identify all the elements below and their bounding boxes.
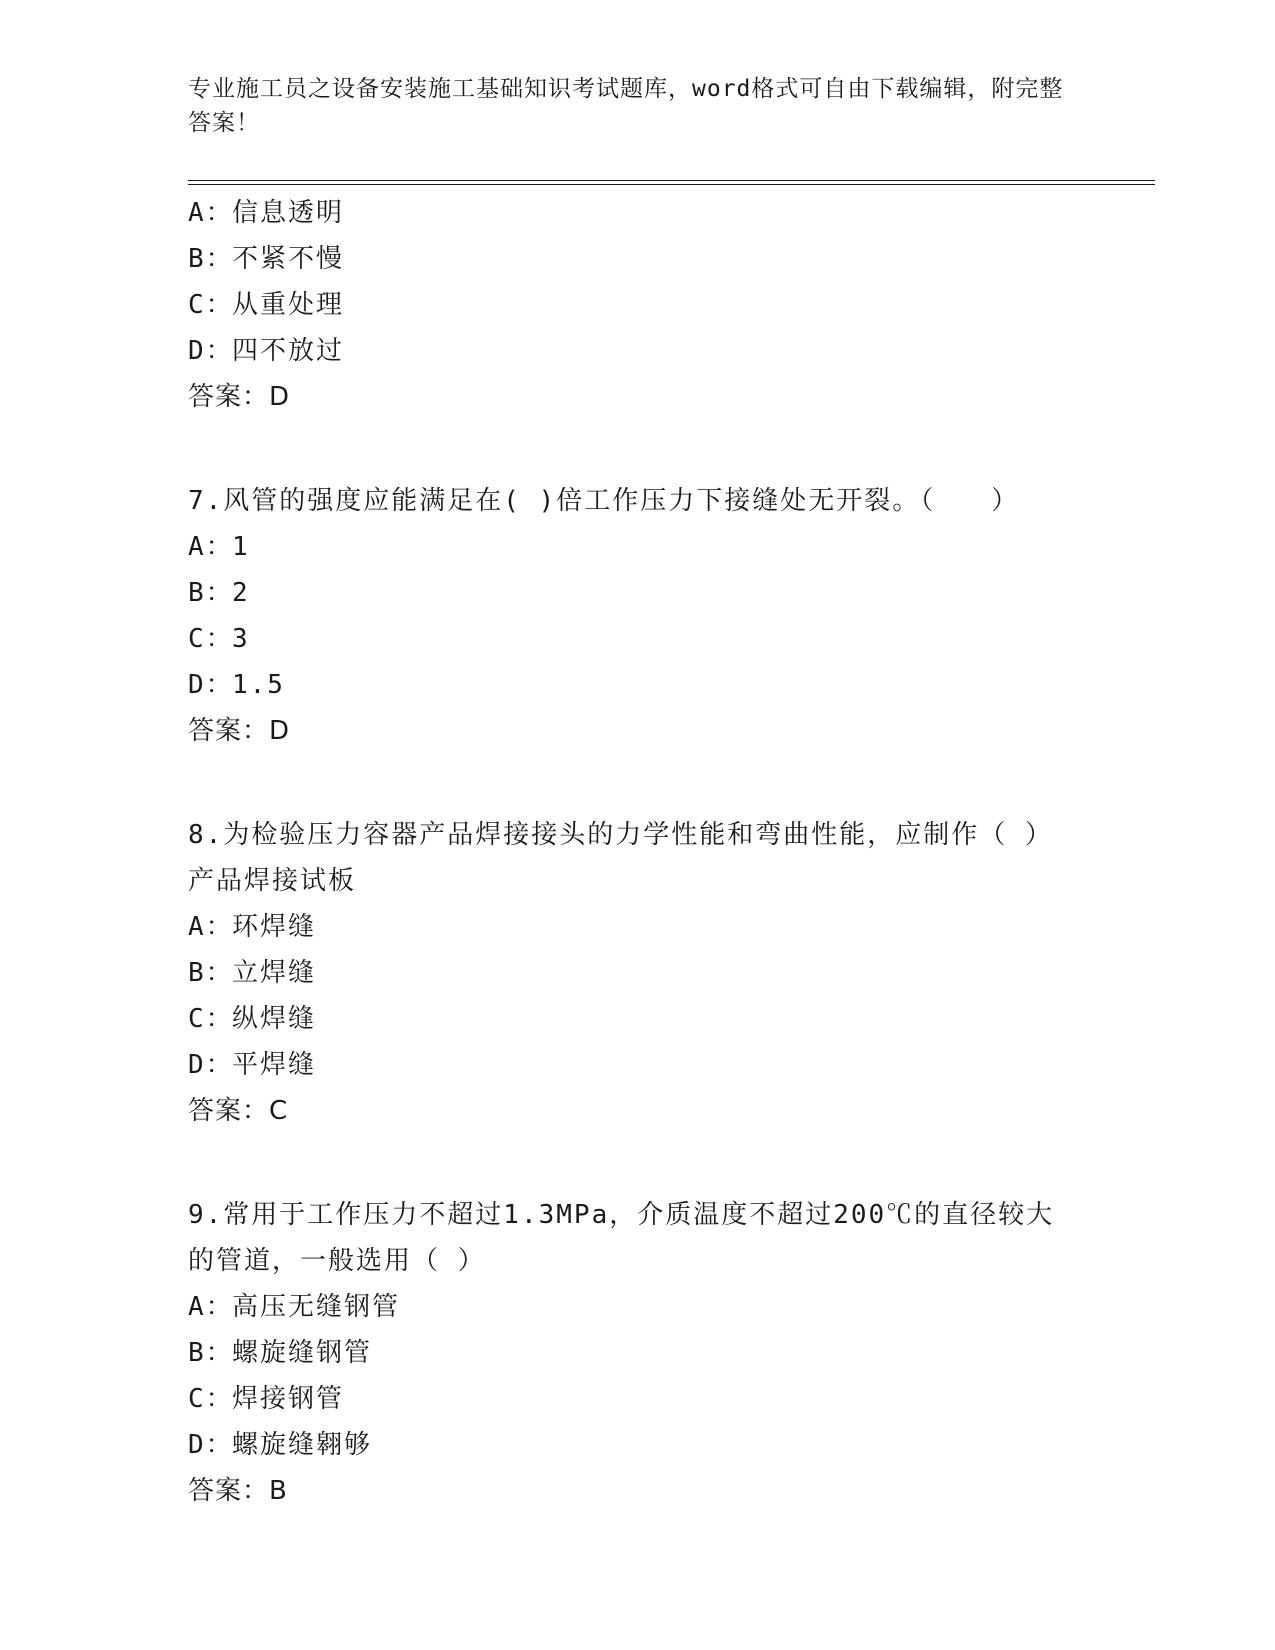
option-a bbox=[188, 524, 1088, 570]
option-label: D： bbox=[188, 1050, 234, 1080]
question-9 bbox=[188, 1192, 1088, 1514]
spacer bbox=[188, 754, 1088, 800]
option-text: 平焊缝 bbox=[232, 1050, 317, 1080]
option-b bbox=[188, 1330, 1088, 1376]
option-a bbox=[188, 1284, 1088, 1330]
option-c bbox=[188, 1376, 1088, 1422]
option-text: 环焊缝 bbox=[232, 912, 317, 942]
option-c bbox=[188, 996, 1088, 1042]
option-label: B： bbox=[188, 1338, 234, 1368]
option-text: 从重处理 bbox=[232, 290, 345, 320]
option-a bbox=[188, 904, 1088, 950]
option-text: 高压无缝钢管 bbox=[232, 1292, 401, 1322]
option-label: B： bbox=[188, 958, 234, 988]
option-text: 螺旋缝钢管 bbox=[232, 1338, 373, 1368]
question-8 bbox=[188, 812, 1088, 1134]
option-d bbox=[188, 1042, 1088, 1088]
spacer bbox=[188, 1134, 1088, 1180]
option-c bbox=[188, 282, 1088, 328]
answer-label: 答案： bbox=[188, 716, 270, 746]
option-b bbox=[188, 236, 1088, 282]
option-b bbox=[188, 570, 1088, 616]
document-header: 专业施工员之设备安装施工基础知识考试题库，word格式可自由下载编辑，附完整答案！ bbox=[188, 76, 1064, 136]
option-label: C： bbox=[188, 1004, 234, 1034]
answer-value: D bbox=[269, 382, 291, 412]
option-a bbox=[188, 190, 1088, 236]
header-divider-bottom bbox=[188, 184, 1155, 185]
option-label: C： bbox=[188, 1384, 234, 1414]
option-d bbox=[188, 662, 1088, 708]
option-label: C： bbox=[188, 290, 234, 320]
option-b bbox=[188, 950, 1088, 996]
option-d bbox=[188, 1422, 1088, 1468]
question-text: 9.常用于工作压力不超过1.3MPa，介质温度不超过200℃的直径较大的管道，一般选用（ ） bbox=[188, 1200, 1055, 1276]
answer-value: B bbox=[269, 1476, 288, 1506]
option-text: 1.5 bbox=[232, 670, 285, 700]
question-text: 7.风管的强度应能满足在( )倍工作压力下接缝处无开裂。（ ） bbox=[188, 486, 1020, 516]
option-label: A： bbox=[188, 198, 234, 228]
question-6-continued bbox=[188, 190, 1088, 420]
option-label: D： bbox=[188, 336, 234, 366]
option-text: 2 bbox=[232, 578, 250, 608]
option-label: A： bbox=[188, 532, 234, 562]
question-text: 8.为检验压力容器产品焊接接头的力学性能和弯曲性能，应制作（ ）产品焊接试板 bbox=[188, 820, 1053, 896]
option-text: 信息透明 bbox=[232, 198, 345, 228]
option-label: B： bbox=[188, 578, 234, 608]
answer-value: D bbox=[269, 716, 291, 746]
option-text: 纵焊缝 bbox=[232, 1004, 317, 1034]
answer-label: 答案： bbox=[188, 1096, 270, 1126]
answer-value: C bbox=[269, 1096, 289, 1126]
option-text: 四不放过 bbox=[232, 336, 345, 366]
spacer bbox=[188, 420, 1088, 466]
header-divider-top bbox=[188, 180, 1155, 181]
option-text: 3 bbox=[232, 624, 250, 654]
answer-line bbox=[188, 374, 1088, 420]
option-text: 1 bbox=[232, 532, 250, 562]
option-label: D： bbox=[188, 1430, 234, 1460]
option-label: C： bbox=[188, 624, 234, 654]
option-d bbox=[188, 328, 1088, 374]
option-text: 螺旋缝翱够 bbox=[232, 1430, 373, 1460]
option-label: A： bbox=[188, 1292, 234, 1322]
option-label: A： bbox=[188, 912, 234, 942]
answer-line bbox=[188, 1088, 1088, 1134]
option-text: 立焊缝 bbox=[232, 958, 317, 988]
question-list bbox=[188, 190, 1088, 1514]
question-7 bbox=[188, 478, 1088, 754]
answer-label: 答案： bbox=[188, 382, 270, 412]
answer-line bbox=[188, 708, 1088, 754]
option-text: 焊接钢管 bbox=[232, 1384, 345, 1414]
option-c bbox=[188, 616, 1088, 662]
option-label: B： bbox=[188, 244, 234, 274]
answer-line bbox=[188, 1468, 1088, 1514]
option-label: D： bbox=[188, 670, 234, 700]
answer-label: 答案： bbox=[188, 1476, 270, 1506]
option-text: 不紧不慢 bbox=[232, 244, 345, 274]
